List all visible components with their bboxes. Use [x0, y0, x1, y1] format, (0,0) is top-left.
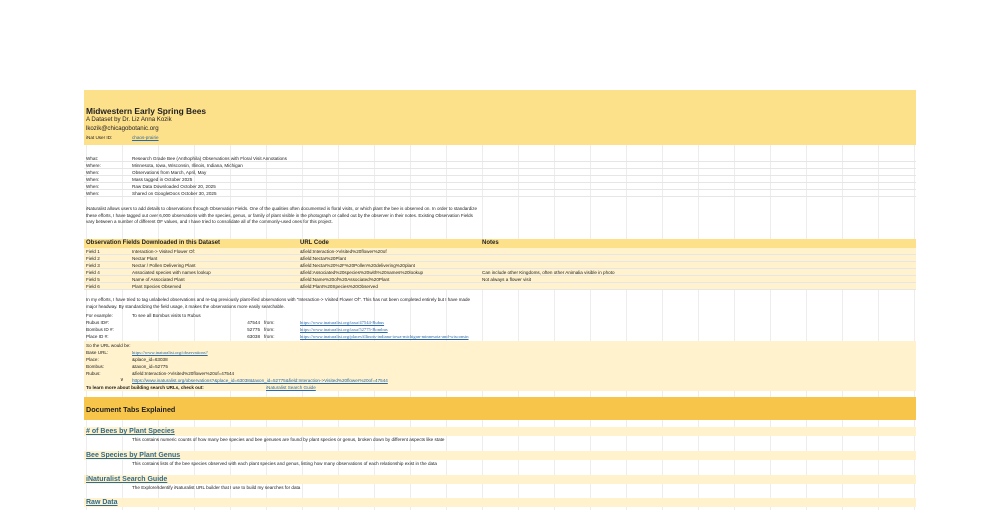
final-url-row	[84, 377, 916, 384]
url-part-row: Base URL: https://www.inaturalist.org/observations?	[84, 349, 916, 356]
tabs-section-band	[84, 397, 916, 420]
table-row: Field 2 Nectar Plant &field:Nectar%20Plant	[84, 255, 916, 262]
final-url-link[interactable]: https://www.inaturalist.org/observations?&place_id=63038&taxon_id=52775&field:Interaction->Visited%20flower%20of=47544	[132, 378, 388, 383]
search-guide-link[interactable]: iNaturalist Search Guide	[266, 385, 316, 390]
info-row: When: Raw Data Downloaded October 20, 2025	[84, 183, 916, 190]
base-url-link[interactable]: https://www.inaturalist.org/observations?	[132, 350, 208, 355]
tab-band	[84, 451, 916, 460]
table-row: Field 4 Associated species with names lookup &field:Associated%20species%20with%20names%20lookup Can include other Kingdoms, often other Animalia visible in photo	[84, 269, 916, 276]
example-id-row: Bombus ID #: 52775 from: https://www.inaturalist.org/taxa/52775-Bombus	[84, 326, 916, 333]
example-id-row: Rubus ID#: 47544 from: https://www.inaturalist.org/taxa/47544-Rubus	[84, 319, 916, 326]
tab-band	[84, 498, 916, 507]
tab-band	[84, 427, 916, 436]
table-row: Field 3 Nectar / Pollen Delivering Plant &field:Nectar%20%2F%20Pollen%20delivering%20plant	[84, 262, 916, 269]
tab-bee-species-by-plant-genus[interactable]: Bee Species by Plant Genus	[86, 452, 181, 459]
fields-header: Observation Fields Downloaded in this Dataset	[86, 240, 221, 246]
example-row: For example: To see all Bombus visits to Rubus	[86, 313, 201, 318]
tab-inaturalist-search-guide[interactable]: iNaturalist Search Guide	[86, 476, 168, 483]
byline: A Dataset by Dr. Liz Anna Kozik	[86, 116, 172, 123]
tab-raw-data[interactable]: Raw Data	[86, 499, 118, 506]
info-row: When: Mass tagged in October 2025	[84, 176, 916, 183]
method-paragraph: In my efforts, I have tried to tag unlabeled observations and re-tag previously plant-ified observations with "Interaction-> Visited Flower Of". This has not been completed entirely but I have made major headway. By standardizing the field usage, it makes the observations more easily searchable.	[86, 297, 471, 309]
tab-description: This contains numeric counts of how many bee species and bee genuses are found by plant species or genus, broken down by different aspects like state	[132, 437, 445, 442]
tab-description: The Explore/Identify iNaturalist URL builder that I use to build my searches for data	[132, 485, 301, 490]
url-part-row: Bombus: &taxon_id=52775	[86, 364, 168, 369]
tab-bees-by-plant-species[interactable]: # of Bees by Plant Species	[86, 428, 175, 435]
spreadsheet	[84, 90, 916, 510]
table-row: Field 6 Plant Species Observed &field:Plant%20Species%20Observed	[84, 283, 916, 290]
url-code-header: URL Code	[300, 240, 329, 246]
taxon-link[interactable]: https://www.inaturalist.org/taxa/47544-Rubus	[300, 320, 385, 325]
intro-paragraph: iNaturalist allows users to add details to observations through Observation Fields. One of the qualities often documented is floral visits, or which plant the bee is observed on. In order to standardize these efforts, I have tagged out over 6,000 observations with the species, genus, or family of plant visible in the photograph or called out by the observer in their notes. Existing Observation Fields vary between a number of different OF values, and I have tried to consolidate all of the commonly-used ones for this project.	[86, 206, 477, 225]
url-part-row: Rubus: &field:Interaction->Visited%20flower%20of=47544	[86, 371, 235, 376]
table-row: Field 1 Interaction-> Visited Flower Of: &field:Interaction->Visited%20flower%20of	[84, 248, 916, 255]
inat-user-link[interactable]: chaos-prairie	[132, 135, 159, 140]
tab-description: This contains lists of the bee species observed with each plant species and genus, listing how many observations of each relationship exist in the data	[132, 461, 437, 466]
inat-user-label: iNat User ID:	[86, 135, 113, 140]
info-row: When: Shared on GoogleDocs October 30, 2025	[84, 190, 916, 197]
sheet-title: Midwestern Early Spring Bees	[86, 106, 207, 116]
tab-band	[84, 475, 916, 484]
taxon-link[interactable]: https://www.inaturalist.org/taxa/52775-Bombus	[300, 327, 388, 332]
email: lkozik@chicagobotanic.org	[86, 125, 159, 132]
tabs-section-title: Document Tabs Explained	[86, 405, 176, 414]
place-link[interactable]: https://www.inaturalist.org/places/illinois-indiana-iowa-michigan-minnesota-and-wisconsin	[300, 334, 469, 339]
info-row: What: Research Grade Bee (Anthophila) Observations with Floral Visit Annotations	[84, 155, 916, 162]
info-row: When: Observations from March, April, May	[84, 169, 916, 176]
chevron-down-icon: ∨	[120, 377, 124, 383]
url-build-label: So the URL would be:	[86, 343, 131, 348]
info-row: Where: Minnesota, Iowa, Wisconsin, Illinois, Indiana, Michigan	[84, 162, 916, 169]
inat-user-row	[84, 134, 916, 141]
url-part-row: Place: &place_id=63038	[86, 357, 168, 362]
table-row: Field 5 Name of Associated Plant &field:Name%20of%20Associated%20Plant Not always a flower visit	[84, 276, 916, 283]
learn-more-row: To learn more about building search URLs, check out: iNaturalist Search Guide	[84, 384, 916, 391]
example-id-row: Place ID #: 63038 from: https://www.inaturalist.org/places/illinois-indiana-iowa-michigan-minnesota-and-wisconsin	[84, 333, 916, 340]
notes-header: Notes	[482, 240, 499, 246]
